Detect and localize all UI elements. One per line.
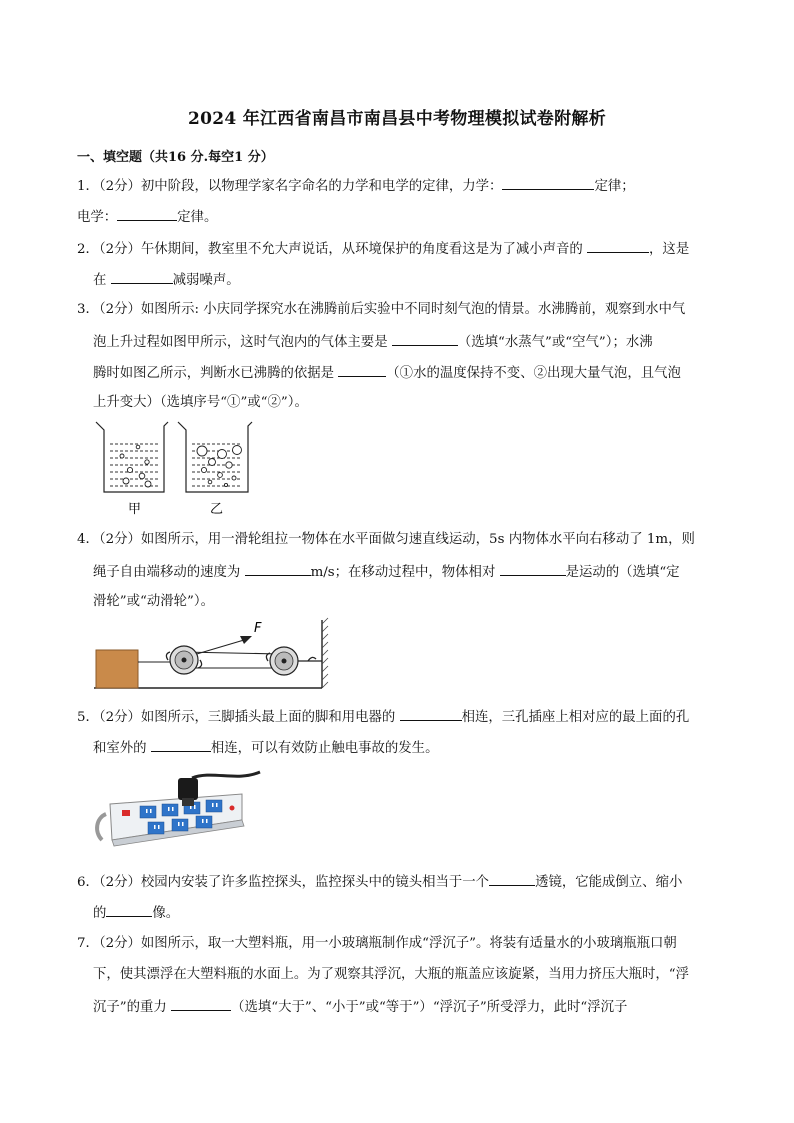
question-3-line-1: 3．（2分）如图所示: 小庆同学探究水在沸腾前后实验中不同时刻气泡的情景。水沸腾前，观察到水中气 bbox=[77, 302, 686, 317]
answer-blank[interactable] bbox=[117, 206, 177, 221]
q7-text-b: （选填“大于”、“小于”或“等于”）“浮沉子”所受浮力，此时“浮沉子 bbox=[231, 1000, 628, 1015]
question-1-line-2 bbox=[77, 206, 217, 228]
answer-blank[interactable] bbox=[400, 706, 462, 721]
q1-text-a: 1．（2分）初中阶段，以物理学家名字命名的力学和电学的定律，力学： bbox=[77, 179, 503, 194]
answer-blank[interactable] bbox=[106, 902, 152, 917]
q1-text-d: 定律。 bbox=[177, 210, 218, 225]
beaker-b bbox=[178, 422, 252, 492]
answer-blank[interactable] bbox=[587, 238, 649, 253]
q6-text-c: 的 bbox=[93, 906, 107, 921]
fig-label-b: 乙 bbox=[210, 502, 224, 517]
q2-text-d: 减弱噪声。 bbox=[172, 273, 240, 288]
fig-label-a: 甲 bbox=[128, 502, 142, 517]
wall bbox=[322, 618, 328, 688]
answer-blank[interactable] bbox=[392, 331, 458, 346]
q5-text-d: 相连，可以有效防止触电事故的发生。 bbox=[210, 741, 439, 756]
power-strip-figure bbox=[92, 764, 262, 854]
wooden-block bbox=[96, 650, 138, 688]
question-2-line-2 bbox=[93, 269, 240, 291]
q3-text-b: （选填“水蒸气”或“空气”）；水沸 bbox=[457, 335, 653, 350]
q7-text-a: 沉子”的重力 bbox=[93, 1000, 172, 1015]
q1-text-c: 电学： bbox=[77, 210, 118, 225]
q4-text-a: 绳子自由端移动的速度为 bbox=[93, 565, 245, 580]
q3-text-d: （①水的温度保持不变、②出现大量气泡，且气泡 bbox=[386, 366, 681, 381]
q4-text-b: m/s；在移动过程中，物体相对 bbox=[310, 565, 500, 580]
q5-text-c: 和室外的 bbox=[93, 741, 151, 756]
force-label: F bbox=[254, 621, 262, 636]
question-6-line-2 bbox=[93, 902, 179, 924]
water-a bbox=[110, 444, 158, 486]
pulley-figure bbox=[94, 616, 334, 694]
q6-text-a: 6．（2分）校园内安装了许多监控探头，监控探头中的镜头相当于一个 bbox=[77, 875, 490, 890]
q5-text-b: 相连，三孔插座上相对应的最上面的孔 bbox=[461, 710, 690, 725]
force-arrow-head bbox=[240, 636, 252, 644]
q1-text-b: 定律； bbox=[594, 179, 635, 194]
question-2-line-1 bbox=[77, 238, 689, 260]
answer-blank[interactable] bbox=[245, 561, 311, 576]
question-3-line-4: 上升变大）（选填序号“①”或“②”）。 bbox=[93, 395, 308, 410]
answer-blank[interactable] bbox=[489, 871, 535, 886]
answer-blank[interactable] bbox=[500, 561, 566, 576]
q5-text-a: 5．（2分）如图所示，三脚插头最上面的脚和用电器的 bbox=[77, 710, 400, 725]
answer-blank[interactable] bbox=[111, 269, 173, 284]
question-7-line-3 bbox=[93, 996, 627, 1018]
bubbles-b bbox=[197, 446, 242, 487]
question-4-line-3: 滑轮”或“动滑轮”）。 bbox=[93, 594, 214, 609]
bubbles-a bbox=[120, 445, 151, 487]
q3-text-a: 泡上升过程如图甲所示，这时气泡内的气体主要是 bbox=[93, 335, 392, 350]
question-5-line-1 bbox=[77, 706, 689, 728]
q6-text-b: 透镜，它能成倒立、缩小 bbox=[535, 875, 683, 890]
answer-blank[interactable] bbox=[171, 996, 231, 1011]
beaker-a bbox=[96, 422, 168, 492]
switch-red bbox=[122, 810, 130, 816]
q2-text-c: 在 bbox=[93, 273, 111, 288]
q2-text-a: 2．（2分）午休期间，教室里不允大声说话，从环境保护的角度看这是为了减小声音的 bbox=[77, 242, 588, 257]
question-7-line-2: 下，使其漂浮在大塑料瓶的水面上。为了观察其浮沉，大瓶的瓶盖应该旋紧，当用力挤压大瓶时，“浮 bbox=[93, 967, 690, 982]
question-4-line-2 bbox=[93, 561, 680, 583]
answer-blank[interactable] bbox=[502, 175, 594, 190]
answer-blank[interactable] bbox=[338, 362, 386, 377]
question-3-line-2 bbox=[93, 331, 653, 353]
page-title: 2024 年江西省南昌市南昌县中考物理模拟试卷附解析 bbox=[187, 109, 607, 129]
question-7-line-1: 7．（2分）如图所示，取一大塑料瓶，用一小玻璃瓶制作成“浮沉子”。将装有适量水的小玻璃瓶瓶口朝 bbox=[77, 936, 677, 951]
question-4-line-1: 4．（2分）如图所示，用一滑轮组拉一物体在水平面做匀速直线运动，5s 内物体水平向右移动了 1m，则 bbox=[77, 532, 695, 547]
movable-pulley bbox=[166, 646, 201, 674]
q4-text-c: 是运动的（选填“定 bbox=[565, 565, 680, 580]
answer-blank[interactable] bbox=[151, 737, 211, 752]
fixed-pulley bbox=[266, 647, 322, 675]
power-cord bbox=[192, 772, 260, 778]
question-5-line-2 bbox=[93, 737, 438, 759]
question-1-line-1 bbox=[77, 175, 635, 197]
q2-text-b: ，这是 bbox=[649, 242, 690, 257]
question-6-line-1 bbox=[77, 871, 682, 893]
beaker-figure bbox=[92, 418, 262, 518]
question-3-line-3 bbox=[93, 362, 681, 384]
section-header: 一、填空题（共16 分.每空1 分） bbox=[77, 150, 274, 165]
ropes bbox=[138, 640, 280, 668]
q3-text-c: 腾时如图乙所示，判断水已沸腾的依据是 bbox=[93, 366, 339, 381]
indicator-light bbox=[230, 806, 235, 811]
q6-text-d: 像。 bbox=[152, 906, 180, 921]
